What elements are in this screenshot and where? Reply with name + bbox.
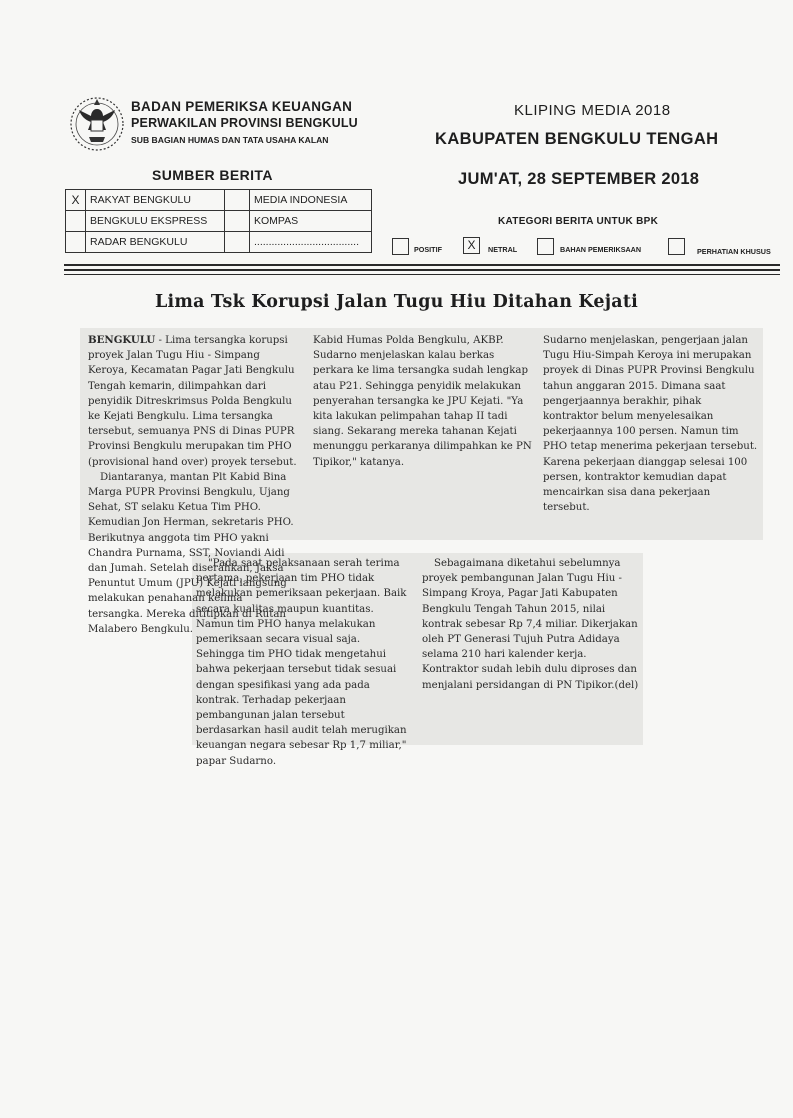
category-label-netral: NETRAL [488,245,518,254]
article-column-4 [196,556,408,769]
source-mark [66,232,86,253]
source-name: .................................... [250,232,372,253]
category-checkbox-perhatian [668,238,685,255]
source-mark [66,211,86,232]
source-row [66,211,372,232]
source-name: RADAR BENGKULU [86,232,225,253]
article-headline: Lima Tsk Korupsi Jalan Tugu Hiu Ditahan Kejati [155,292,638,312]
region-title: KABUPATEN BENGKULU TENGAH [435,130,719,148]
article-column-3 [543,333,758,515]
article-paragraph: Diantaranya, mantan Plt Kabid Bina Marga PUPR Provinsi Bengkulu, Ujang Sehat, ST selaku Ketua Tim PHO. Kemudian Jon Herman, sekretaris PHO. Berikutnya anggota tim PHO yakni Chandra Purnama, SST, Noviandi Aidi dan Jumah. Setelah diserahkan, Jaksa Penuntut Umum (JPU) Kejati langsung melakukan penahanan kelima tersangka. Mereka dititipkan di Rutan Malabero Bengkulu. [88,471,294,635]
article-column-2 [313,333,533,470]
article-column-5 [422,556,639,693]
source-row [66,190,372,211]
article-paragraph: BENGKULU - Lima tersangka korupsi proyek Jalan Tugu Hiu - Simpang Keroya, Kecamatan Pagar Jati Bengkulu Tengah kemarin, dilimpahkan dari penyidik Ditreskrimsus Polda Bengkulu ke Kejati Bengkulu. Lima tersangka tersebut, semuanya PNS di Dinas PUPR Provinsi Bengkulu merupakan tim PHO (provisional hand over) proyek tersebut. [88,334,297,468]
source-name: MEDIA INDONESIA [250,190,372,211]
sources-table [65,189,372,253]
article-paragraph: Kabid Humas Polda Bengkulu, AKBP. Sudarno menjelaskan kalau berkas perkara ke lima tersangka sudah lengkap atau P21. Sehingga penyidik melakukan penyerahan tersangka ke JPU Kejati. "Ya kita lakukan pelimpahan tahap II tadi siang. Sekarang mereka tahanan Kejati menunggu perkaranya dilimpahkan ke PN Tipikor," katanya. [313,335,532,468]
source-mark: X [66,190,86,211]
article-dateline: BENGKULU [88,334,156,346]
source-name: BENGKULU EKSPRESS [86,211,225,232]
category-label-bahan: BAHAN PEMERIKSAAN [560,245,642,254]
category-label-perhatian: PERHATIAN KHUSUS [697,247,771,256]
kliping-title: KLIPING MEDIA 2018 [514,102,671,119]
garuda-emblem-icon [66,91,128,153]
sources-title: SUMBER BERITA [152,167,273,183]
article-paragraph: Sudarno menjelaskan, pengerjaan jalan Tugu Hiu-Simpah Keroya ini merupakan proyek di Dinas PUPR Provinsi Bengkulu tahun anggaran 2015. Dimana saat pengerjaannya berakhir, pihak kontraktor belum menyelesaikan pekerjaannya 100 persen. Namun tim PHO tetap menerima pekerjaan tersebut. Karena pekerjaan dianggap selesai 100 persen, kontraktor kemudian dapat mencairkan sisa dana pekerjaan tersebut. [543,335,758,514]
divider [64,274,780,275]
source-name: RAKYAT BENGKULU [86,190,225,211]
org-subdivision: SUB BAGIAN HUMAS DAN TATA USAHA KALAN [131,135,329,145]
source-row [66,232,372,253]
source-name: KOMPAS [250,211,372,232]
category-checkbox-netral: X [463,237,480,254]
category-label-positif: POSITIF [414,245,442,254]
publication-date: JUM'AT, 28 SEPTEMBER 2018 [458,170,700,188]
category-checkbox-positif [392,238,409,255]
article-paragraph: Sebagaimana diketahui sebelumnya proyek pembangunan Jalan Tugu Hiu -Simpang Kroya, Pagar Jati Kabupaten Bengkulu Tengah Tahun 2015, nilai kontrak sebesar Rp 7,4 miliar. Dikerjakan oleh PT Generasi Tujuh Putra Adidaya selama 210 hari kalender kerja. Kontraktor sudah lebih dulu diproses dan menjalani persidangan di PN Tipikor.(del) [422,558,639,691]
category-checkbox-bahan [537,238,554,255]
org-name: BADAN PEMERIKSA KEUANGAN [131,99,353,114]
org-branch: PERWAKILAN PROVINSI BENGKULU [131,116,358,130]
article-paragraph: "Pada saat pelaksanaan serah terima pertama, pekerjaan tim PHO tidak melakukan pemeriksaan pekerjaan. Baik secara kualitas maupun kuantitas. Namun tim PHO hanya melakukan pemeriksaan secara visual saja. Sehingga tim PHO tidak mengetahui bahwa pekerjaan tersebut tidak sesuai dengan spesifikasi yang ada pada kontrak. Terhadap pekerjaan pembangunan jalan tersebut berdasarkan hasil audit telah merugikan keuangan negara sebesar Rp 1,7 miliar," papar Sudarno. [196,558,407,767]
divider [64,269,780,271]
category-title: KATEGORI BERITA UNTUK BPK [498,216,659,227]
divider [64,264,780,266]
